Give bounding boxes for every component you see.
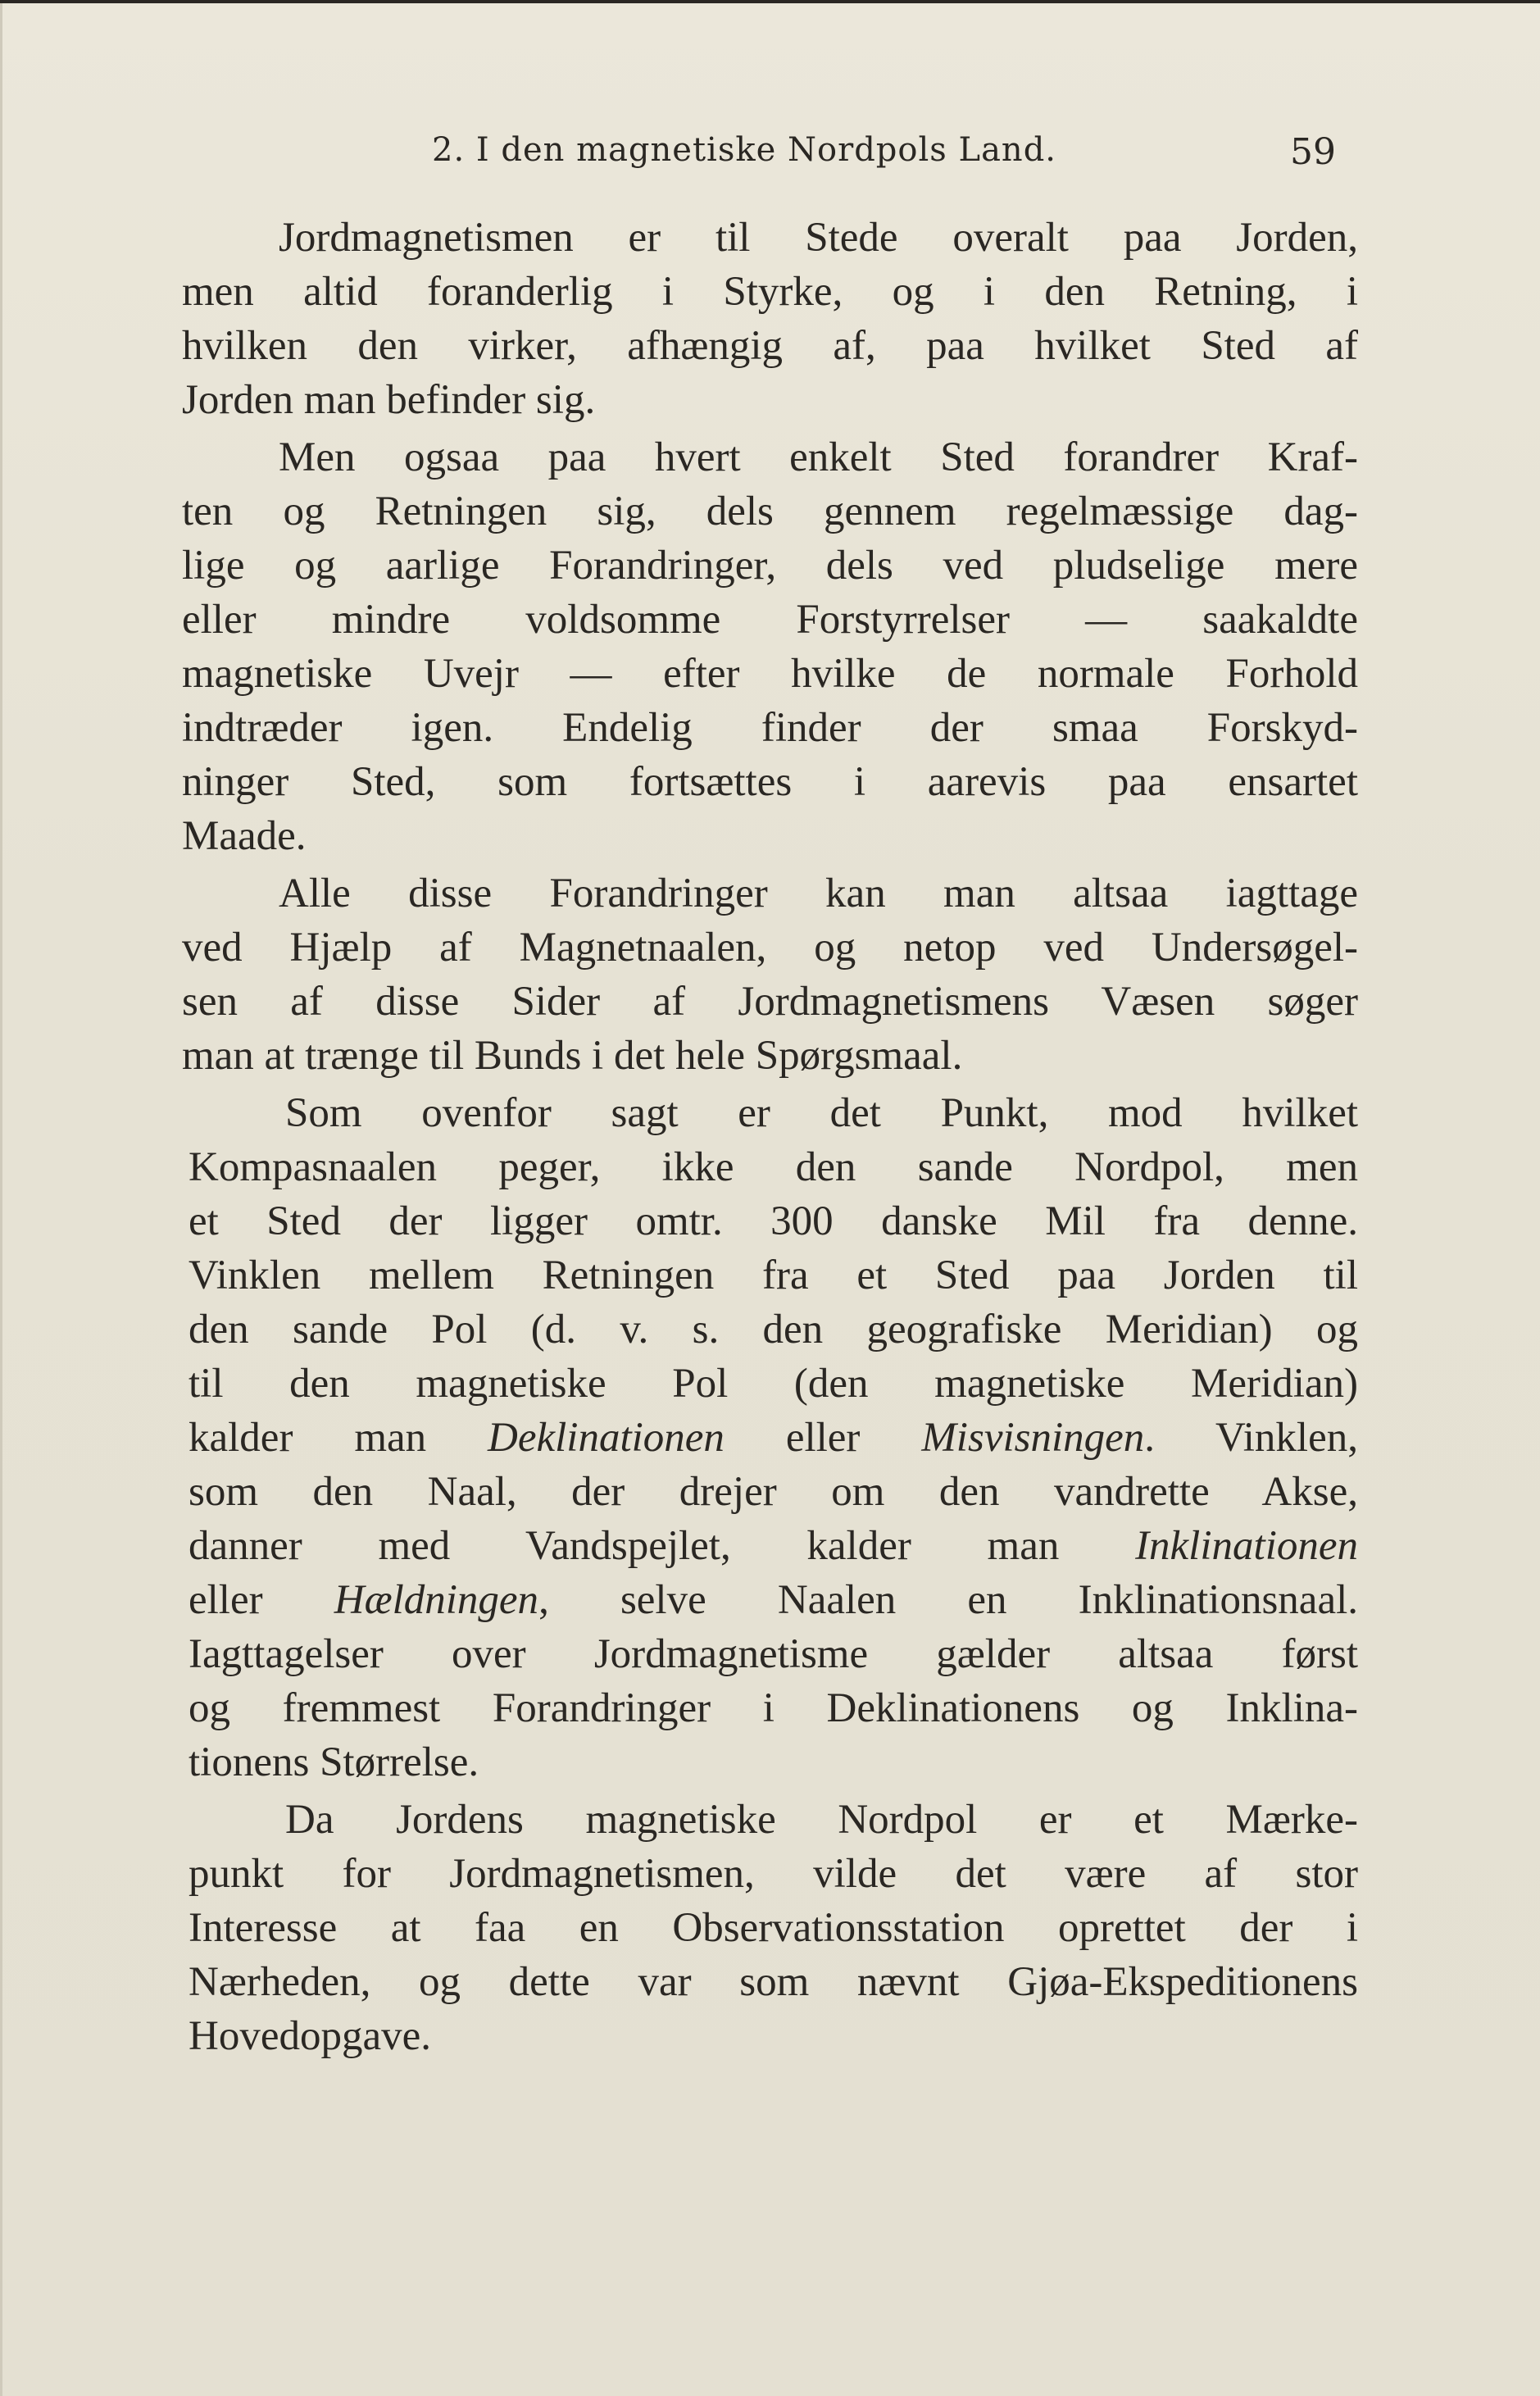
italic-term: Inklinationen <box>1135 1523 1358 1569</box>
text-line: Jordmagnetismen er til Stede overalt paa Jorden, <box>279 215 1358 261</box>
text-line: Vinklen mellem Retningen fra et Sted paa Jorden til <box>189 1253 1358 1298</box>
text-line <box>189 1412 1358 1464</box>
text-line: punkt for Jordmagnetismen, vilde det være af stor <box>189 1851 1358 1897</box>
text-line: Jorden man befinder sig. <box>182 377 596 423</box>
text-run: , selve Naalen en Inklinationsnaal. <box>538 1577 1358 1623</box>
text-line <box>189 1574 1358 1626</box>
text-line <box>189 1520 1358 1572</box>
text-line: den sande Pol (d. v. s. den geografiske Meridian) og <box>189 1307 1358 1353</box>
text-line: hvilken den virker, afhængig af, paa hvilket Sted af <box>182 323 1358 369</box>
text-line: Som ovenfor sagt er det Punkt, mod hvilket <box>285 1090 1358 1136</box>
text-line: et Sted der ligger omtr. 300 danske Mil fra denne. <box>189 1198 1358 1244</box>
text-line: Iagttagelser over Jordmagnetisme gælder altsaa først <box>189 1631 1358 1677</box>
text-run: . Vinklen, <box>1144 1415 1358 1461</box>
text-run: eller <box>189 1577 334 1623</box>
italic-term: Hældningen <box>334 1577 539 1623</box>
text-line: Alle disse Forandringer kan man altsaa iagttage <box>279 871 1358 916</box>
text-line: Da Jordens magnetiske Nordpol er et Mærke- <box>285 1797 1358 1843</box>
text-line: ved Hjælp af Magnetnaalen, og netop ved Undersøgel- <box>182 925 1358 971</box>
text-line: Men ogsaa paa hvert enkelt Sted forandrer Kraf- <box>279 434 1358 480</box>
running-head: 2. I den magnetiske Nordpols Land. <box>432 131 1057 169</box>
text-line: ten og Retningen sig, dels gennem regelmæssige dag- <box>182 489 1358 534</box>
text-line: som den Naal, der drejer om den vandrette Akse, <box>189 1469 1358 1515</box>
text-line: men altid foranderlig i Styrke, og i den Retning, i <box>182 269 1358 315</box>
text-run: eller <box>724 1415 922 1461</box>
page-number: 59 <box>1290 131 1336 173</box>
italic-term: Deklinationen <box>488 1415 725 1461</box>
text-line: lige og aarlige Forandringer, dels ved pludselige mere <box>182 543 1358 589</box>
text-line: Hovedopgave. <box>189 2013 431 2059</box>
text-run: danner med Vandspejlet, kalder man <box>189 1523 1136 1569</box>
text-line: og fremmest Forandringer i Deklinationens og Inklina- <box>189 1685 1358 1731</box>
text-line: Nærheden, og dette var som nævnt Gjøa-Ekspeditionens <box>189 1959 1358 2005</box>
text-line: ninger Sted, som fortsættes i aarevis paa ensartet <box>182 759 1358 805</box>
text-run: kalder man <box>189 1415 488 1461</box>
text-line: Kompasnaalen peger, ikke den sande Nordpol, men <box>189 1144 1358 1190</box>
text-line: man at trænge til Bunds i det hele Spørgsmaal. <box>182 1033 963 1079</box>
text-line: indtræder igen. Endelig finder der smaa Forskyd- <box>182 705 1358 751</box>
italic-term: Misvisningen <box>921 1415 1145 1461</box>
page-top-edge <box>0 0 1540 3</box>
text-line: sen af disse Sider af Jordmagnetismens Væsen søger <box>182 979 1358 1025</box>
text-line: Interesse at faa en Observationsstation oprettet der i <box>189 1905 1358 1951</box>
text-line: tionens Størrelse. <box>189 1739 479 1785</box>
text-line: magnetiske Uvejr — efter hvilke de normale Forhold <box>182 651 1358 697</box>
text-line: til den magnetiske Pol (den magnetiske Meridian) <box>189 1361 1358 1407</box>
text-line: Maade. <box>182 813 307 859</box>
text-line: eller mindre voldsomme Forstyrrelser — saakaldte <box>182 597 1358 643</box>
